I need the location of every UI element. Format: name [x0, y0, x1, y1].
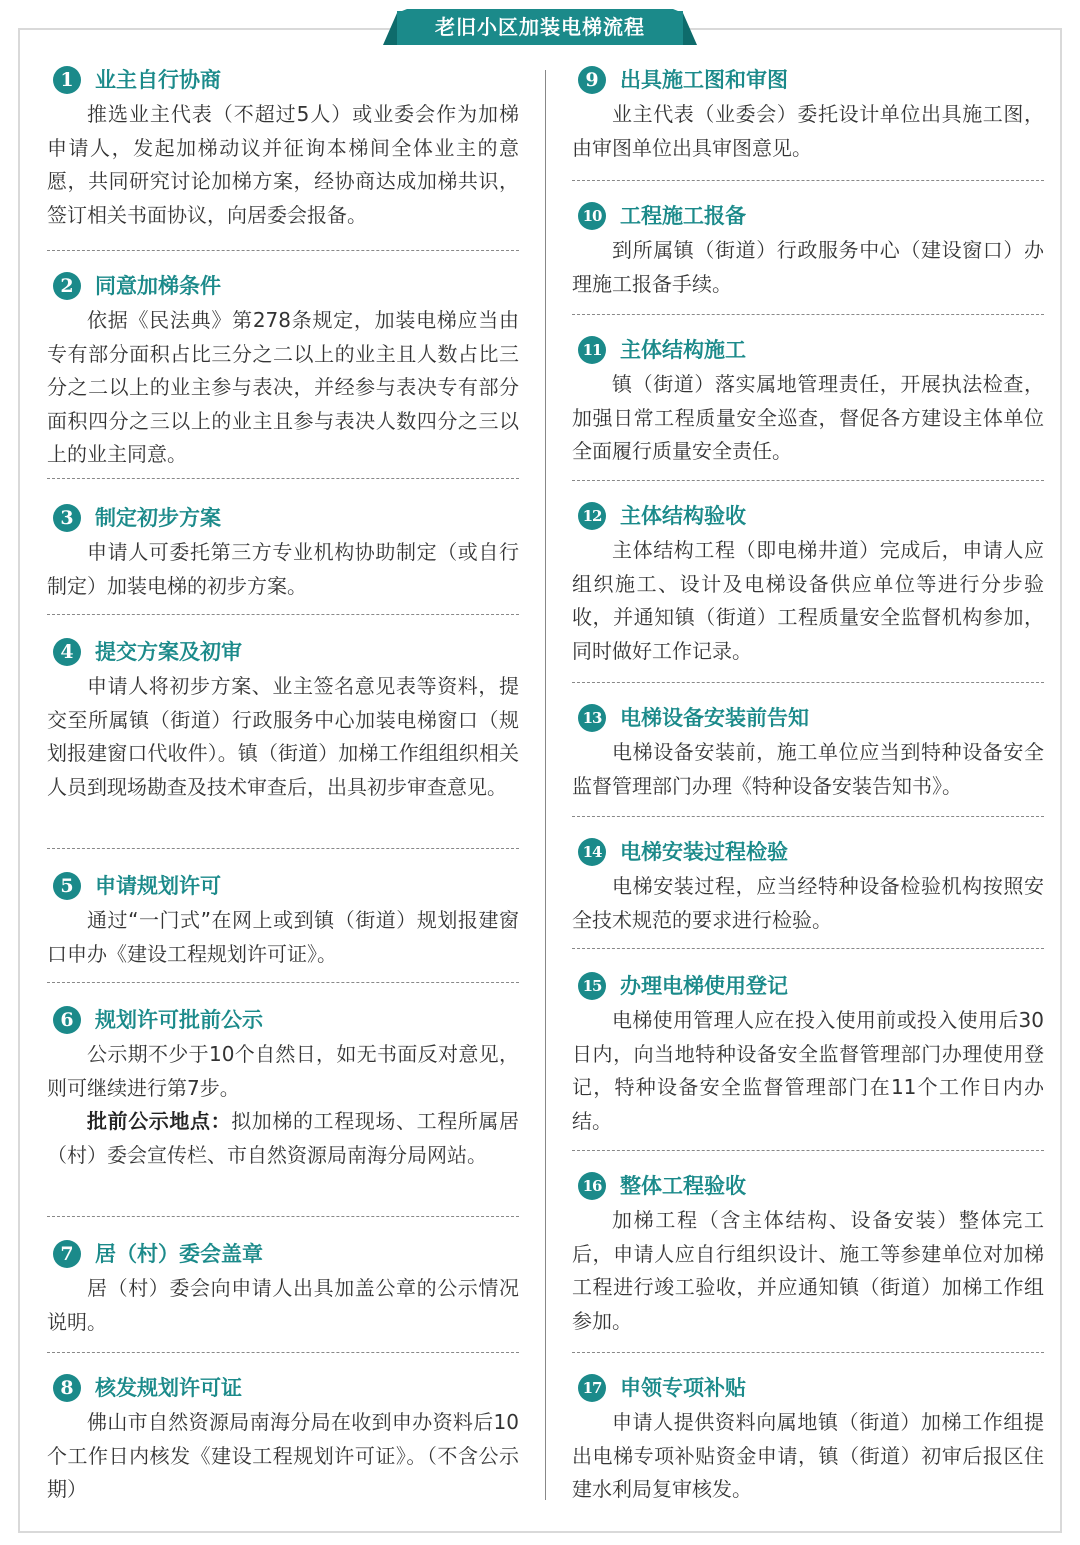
- step-separator: [572, 682, 1044, 683]
- page-title: 老旧小区加装电梯流程: [435, 15, 645, 39]
- publicity-locations-label: 批前公示地点：: [87, 1109, 232, 1133]
- step-title: 核发规划许可证: [95, 1376, 242, 1400]
- step-separator: [47, 982, 519, 983]
- step-title: 主体结构验收: [620, 504, 746, 528]
- step-title: 电梯设备安装前告知: [620, 706, 809, 730]
- step-title: 制定初步方案: [95, 506, 221, 530]
- step-number-badge: 14: [578, 838, 606, 866]
- step-11: [572, 332, 1044, 469]
- step-title: 整体工程验收: [620, 1174, 746, 1198]
- step-number-badge: 9: [578, 66, 606, 94]
- column-divider: [545, 70, 546, 1500]
- step-description: 电梯安装过程，应当经特种设备检验机构按照安全技术规范的要求进行检验。: [572, 874, 1044, 932]
- step-number-badge: 4: [53, 638, 81, 666]
- step-title: 提交方案及初审: [95, 640, 242, 664]
- step-separator: [47, 250, 519, 251]
- step-separator: [47, 478, 519, 479]
- step-separator: [572, 1352, 1044, 1353]
- step-separator: [572, 1150, 1044, 1151]
- step-description: 加梯工程（含主体结构、设备安装）整体完工后，申请人应自行组织设计、施工等参建单位对加梯工程进行竣工验收，并应通知镇（街道）加梯工作组参加。: [572, 1208, 1044, 1333]
- step-title: 电梯安装过程检验: [620, 840, 788, 864]
- step-15: [572, 968, 1044, 1138]
- step-9: [572, 62, 1044, 165]
- step-7: [47, 1236, 519, 1339]
- step-number-badge: 6: [53, 1006, 81, 1034]
- step-separator: [47, 1216, 519, 1217]
- step-description: 依据《民法典》第278条规定，加装电梯应当由专有部分面积占比三分之二以上的业主且人数占比三分之二以上的业主参与表决，并经参与表决专有部分面积四分之三以上的业主且参与表决人数四分之三以上的业主同意。: [47, 308, 519, 466]
- step-description: 业主代表（业委会）委托设计单位出具施工图，由审图单位出具审图意见。: [572, 102, 1044, 160]
- publicity-locations-text: 拟加梯的工程现场、工程所属居（村）委会宣传栏、市自然资源局南海分局网站。: [47, 1109, 520, 1167]
- step-1: [47, 62, 519, 232]
- step-title: 主体结构施工: [620, 338, 746, 362]
- step-4: [47, 634, 519, 804]
- step-description: 电梯设备安装前，施工单位应当到特种设备安全监督管理部门办理《特种设备安装告知书》。: [572, 740, 1044, 798]
- step-description: 主体结构工程（即电梯井道）完成后，申请人应组织施工、设计及电梯设备供应单位等进行分步验收，并通知镇（街道）工程质量安全监督机构参加，同时做好工作记录。: [572, 538, 1044, 663]
- step-description: 居（村）委会向申请人出具加盖公章的公示情况说明。: [47, 1276, 519, 1334]
- step-13: [572, 700, 1044, 803]
- step-number-badge: 11: [578, 336, 606, 364]
- step-number-badge: 3: [53, 504, 81, 532]
- step-10: [572, 198, 1044, 301]
- step-title: 申领专项补贴: [620, 1376, 746, 1400]
- step-6: [47, 1002, 519, 1172]
- step-separator: [47, 848, 519, 849]
- step-title: 出具施工图和审图: [620, 68, 788, 92]
- step-number-badge: 15: [578, 972, 606, 1000]
- step-description: 公示期不少于10个自然日，如无书面反对意见，则可继续进行第7步。: [47, 1042, 519, 1100]
- publicity-locations: [47, 1105, 519, 1172]
- step-title: 居（村）委会盖章: [95, 1242, 263, 1266]
- step-title: 申请规划许可: [95, 874, 221, 898]
- step-description: 推选业主代表（不超过5人）或业委会作为加梯申请人，发起加梯动议并征询本梯间全体业主的意愿，共同研究讨论加梯方案，经协商达成加梯共识，签订相关书面协议，向居委会报备。: [47, 102, 519, 227]
- step-description: 镇（街道）落实属地管理责任，开展执法检查，加强日常工程质量安全巡查，督促各方建设主体单位全面履行质量安全责任。: [572, 372, 1044, 463]
- step-separator: [572, 180, 1044, 181]
- step-separator: [47, 614, 519, 615]
- step-separator: [572, 948, 1044, 949]
- step-number-badge: 12: [578, 502, 606, 530]
- step-3: [47, 500, 519, 603]
- step-description: 到所属镇（街道）行政服务中心（建设窗口）办理施工报备手续。: [572, 238, 1044, 296]
- step-title: 工程施工报备: [620, 204, 746, 228]
- step-number-badge: 10: [578, 202, 606, 230]
- step-separator: [47, 1352, 519, 1353]
- step-5: [47, 868, 519, 971]
- step-14: [572, 834, 1044, 937]
- step-title: 办理电梯使用登记: [620, 974, 788, 998]
- step-8: [47, 1370, 519, 1507]
- step-description: 电梯使用管理人应在投入使用前或投入使用后30日内，向当地特种设备安全监督管理部门办理使用登记，特种设备安全监督管理部门在11个工作日内办结。: [572, 1008, 1044, 1133]
- step-16: [572, 1168, 1044, 1338]
- step-number-badge: 5: [53, 872, 81, 900]
- step-number-badge: 16: [578, 1172, 606, 1200]
- step-2: [47, 268, 519, 472]
- step-separator: [572, 314, 1044, 315]
- step-number-badge: 8: [53, 1374, 81, 1402]
- step-separator: [572, 816, 1044, 817]
- step-number-badge: 7: [53, 1240, 81, 1268]
- step-title: 业主自行协商: [95, 68, 221, 92]
- step-separator: [572, 480, 1044, 481]
- step-description: 通过“一门式”在网上或到镇（街道）规划报建窗口申办《建设工程规划许可证》。: [47, 908, 519, 966]
- step-number-badge: 1: [53, 66, 81, 94]
- step-description: 申请人将初步方案、业主签名意见表等资料，提交至所属镇（街道）行政服务中心加装电梯窗口（规划报建窗口代收件）。镇（街道）加梯工作组组织相关人员到现场勘查及技术审查后，出具初步审查意见。: [47, 674, 519, 799]
- step-number-badge: 13: [578, 704, 606, 732]
- step-number-badge: 17: [578, 1374, 606, 1402]
- step-number-badge: 2: [53, 272, 81, 300]
- title-banner: [383, 9, 697, 47]
- step-title: 规划许可批前公示: [95, 1008, 263, 1032]
- step-17: [572, 1370, 1044, 1507]
- step-description: 佛山市自然资源局南海分局在收到申办资料后10个工作日内核发《建设工程规划许可证》。（不含公示期）: [47, 1410, 519, 1501]
- step-title: 同意加梯条件: [95, 274, 221, 298]
- step-12: [572, 498, 1044, 668]
- step-description: 申请人可委托第三方专业机构协助制定（或自行制定）加装电梯的初步方案。: [47, 540, 519, 598]
- step-description: 申请人提供资料向属地镇（街道）加梯工作组提出电梯专项补贴资金申请，镇（街道）初审后报区住建水利局复审核发。: [572, 1410, 1044, 1501]
